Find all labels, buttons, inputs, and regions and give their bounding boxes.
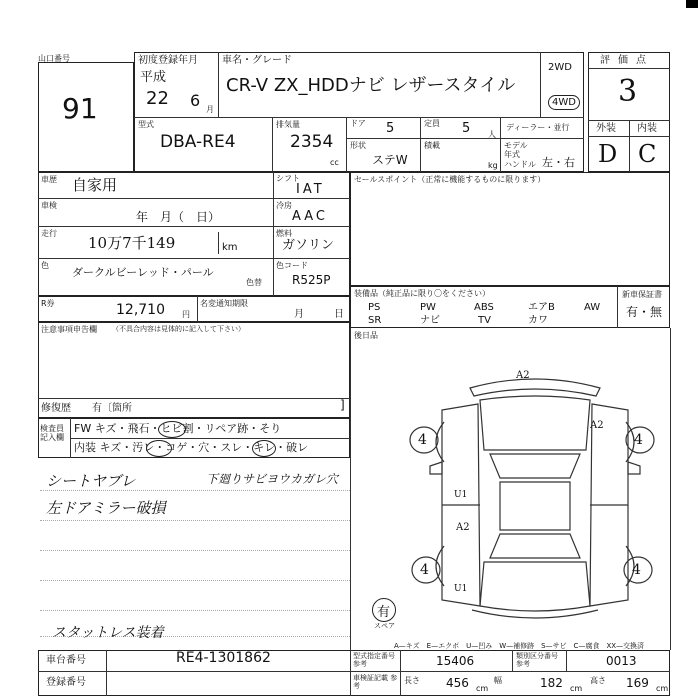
corner-mark (686, 0, 698, 8)
notice-label: 名変通知期限 (200, 299, 248, 308)
shift-label: シフト (276, 174, 300, 183)
fw-row: FW キズ・飛石・ヒビ割・リペア跡・そり (74, 422, 282, 435)
spare-sub: スペア (374, 622, 395, 630)
fuel: ガソリン (282, 238, 335, 253)
hand-note-3: 下廻りサビヨウカガレ穴 (206, 472, 339, 486)
mileage-unit: km (222, 242, 238, 253)
roof (500, 482, 570, 530)
length-label: 長さ (404, 676, 420, 685)
recycle-unit: 円 (182, 310, 190, 319)
model-label: 型式 (138, 120, 154, 129)
shape: ステW (372, 153, 408, 167)
equip-tv: TV (478, 315, 491, 326)
mark-tire-rl: 4 (420, 562, 429, 578)
score-label: 評価点 (600, 55, 654, 66)
warranty-value: 有・無 (626, 305, 663, 319)
color-label: 色 (41, 261, 49, 270)
equip-airbag: エアB (528, 302, 555, 313)
car-name: CR-V ZX_HDDナビ レザースタイル (226, 75, 516, 96)
hand-note-2: 左ドアミラー破損 (46, 499, 166, 517)
ac: AAC (292, 209, 328, 224)
circle-stone (158, 421, 186, 438)
rear-hatch (480, 562, 590, 611)
lot-number: 91 (62, 92, 98, 125)
type-spec: 15406 (436, 654, 475, 668)
mileage-label: 走行 (41, 229, 57, 238)
fuel-label: 燃料 (276, 229, 292, 238)
first-reg-label: 初度登録年月 (138, 55, 198, 66)
hood (480, 396, 590, 450)
equip-ps: PS (368, 302, 381, 313)
load-unit: kg (488, 161, 498, 170)
drive-4wd: 4WD (548, 95, 580, 110)
mark-tire-fr: 4 (634, 432, 643, 448)
interior-label: 内装 (637, 123, 657, 134)
capacity: 5 (462, 121, 471, 136)
mark-tire-rr: 4 (632, 562, 641, 578)
mark-right-front: A2 (590, 420, 604, 431)
width: 182 (540, 676, 563, 690)
sales-label: セールスポイント（正常に機能するものに限ります） (354, 175, 546, 184)
mileage: 10万7千149 (88, 234, 176, 252)
inspection-value: 年 月（ 日） (136, 210, 221, 224)
circle-dirt (146, 440, 172, 457)
caution-box (38, 322, 350, 418)
repair-label: 修復歴 (41, 403, 71, 414)
exterior-label: 外装 (596, 123, 616, 134)
windshield (490, 454, 580, 478)
color-swap-label: 色替 (246, 278, 262, 287)
recycle-label: R券 (41, 299, 55, 308)
load-label: 積載 (424, 141, 440, 150)
front-right-wheel (626, 422, 634, 462)
history-value: 自家用 (72, 176, 118, 194)
equip-leather: カワ (528, 315, 548, 326)
drive-2wd: 2WD (548, 62, 572, 73)
handle-label: ハンドル (504, 160, 536, 169)
era: 平成 (140, 70, 167, 85)
interior-score: C (638, 140, 657, 168)
displacement-label: 排気量 (276, 120, 300, 129)
shift: IAT (296, 182, 325, 197)
mark-roof: A2 (456, 522, 470, 533)
color-code-label: 色コード (276, 261, 308, 270)
equipment-label: 装備品（純正品に限り〇をください） (354, 289, 490, 298)
model-year-label: モデル年式 (504, 141, 528, 159)
width-label: 幅 (494, 676, 502, 685)
dealer-label: ディーラー・並行 (506, 123, 570, 132)
capacity-label: 定員 (424, 119, 440, 128)
car-name-label: 車名・グレード (222, 55, 292, 66)
history-label: 車歴 (41, 175, 57, 184)
reg-month-unit: 月 (206, 105, 214, 114)
inspection-label: 車検 (41, 201, 57, 210)
interior-row: 内装 キズ・汚レ・コゲ・穴・スレ・キレ・破レ (74, 441, 309, 454)
equip-abs: ABS (474, 302, 494, 313)
hand-note-4: スタットレス装着 (52, 625, 164, 641)
ac-label: 冷房 (276, 201, 292, 210)
score-value: 3 (618, 74, 638, 109)
right-mirror (628, 462, 640, 474)
doors: 5 (386, 121, 395, 136)
displacement: 2354 (290, 132, 334, 152)
class-label: 類別区分番号 参考 (516, 652, 558, 668)
mark-front-bumper: A2 (516, 370, 530, 381)
class-number: 0013 (606, 654, 637, 668)
type-spec-label: 型式指定番号 参考 (353, 652, 395, 668)
door-label: ドア (350, 119, 366, 128)
displacement-unit: cc (330, 158, 339, 167)
hand-note-1: シートヤブレ (46, 472, 136, 490)
height: 169 (626, 676, 649, 690)
rear-window (490, 534, 580, 558)
reg-month: 6 (190, 91, 201, 110)
notice-day: 日 (334, 309, 344, 320)
model: DBA-RE4 (160, 132, 236, 152)
spare-label: 有 (377, 605, 391, 620)
equip-sr: SR (368, 315, 382, 326)
chassis-number: RE4-1301862 (176, 650, 271, 666)
shape-label: 形状 (350, 141, 366, 150)
damage-legend: A—キズ E—エクボ U—凹み W—補修跡 S—サビ C—腐食 XX—交換済 (394, 642, 645, 650)
mark-left-front-door: U1 (454, 490, 468, 500)
color: ダークルビーレッド・パール (72, 266, 214, 279)
mark-left-rear: U1 (454, 584, 468, 594)
warranty-label: 新車保証書 (622, 290, 662, 299)
notice-month: 月 (294, 309, 304, 320)
left-mirror (430, 462, 442, 474)
exterior-score: D (598, 140, 618, 168)
circle-scuff (252, 440, 276, 457)
repair-close: ] (340, 398, 345, 412)
height-unit: cm (656, 684, 669, 693)
sales-box (350, 172, 670, 286)
front-left-wheel (436, 422, 444, 462)
handle-value: 左・右 (542, 156, 575, 169)
width-unit: cm (570, 684, 583, 693)
height-label: 高さ (590, 676, 606, 685)
equip-aw: AW (584, 302, 601, 313)
length: 456 (446, 676, 469, 690)
length-unit: cm (476, 684, 489, 693)
front-bumper (470, 379, 600, 396)
car-diagram (400, 370, 670, 630)
reg-year: 22 (146, 88, 169, 109)
reg-number-label: 登録番号 (46, 677, 86, 688)
recycle-value: 12,710 (116, 302, 165, 318)
rear-left-wheel (436, 546, 444, 586)
repair-value: 有〔箇所 (92, 403, 132, 414)
chassis-label: 車台番号 (46, 655, 86, 666)
dims-label: 車検証記載 参考 (353, 674, 398, 690)
inspector-label: 検査員記入欄 (40, 424, 64, 442)
caution-sub: （不具合内容は見体的に記入して下さい） (112, 325, 245, 333)
color-code: R525P (292, 273, 331, 287)
caution-label: 注意事項申告欄 (41, 325, 97, 334)
venue-label: 山口番号 (38, 54, 70, 63)
mark-tire-fl: 4 (418, 432, 427, 448)
seat-label: 後日品 (354, 331, 378, 340)
equip-pw: PW (420, 302, 436, 313)
equip-navi: ナビ (420, 315, 440, 326)
capacity-unit: 人 (488, 130, 496, 139)
